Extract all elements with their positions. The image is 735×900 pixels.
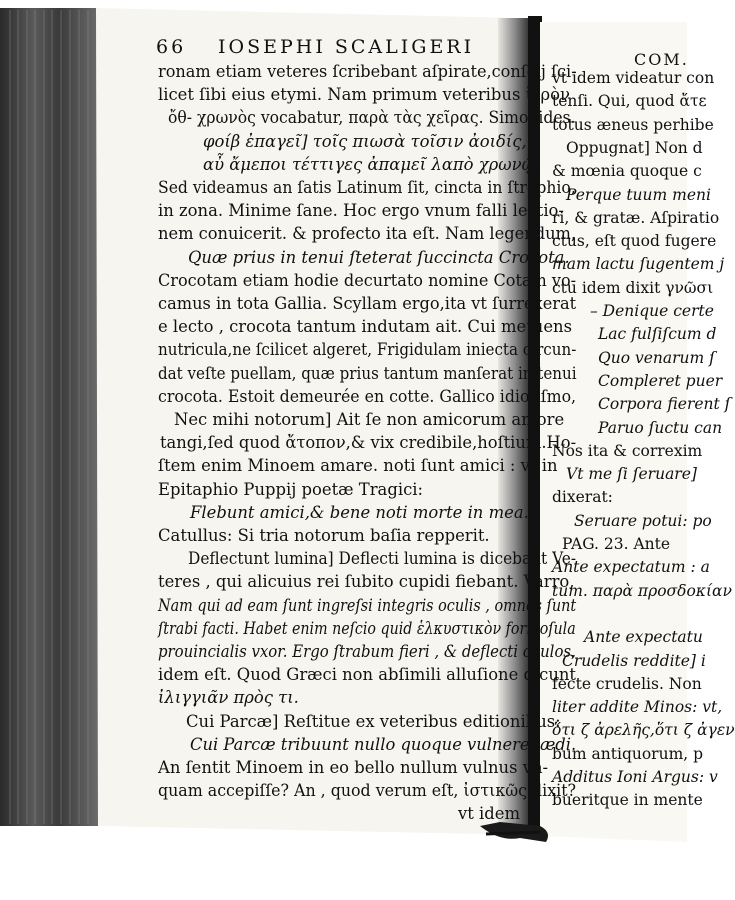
text-line: idem eſt. Quod Græci non abſimili alluſione dicunt (158, 665, 576, 685)
left-page (98, 6, 577, 831)
text-line: Cui Parcæ] Reſtitue ex veteribus editionibus: (186, 711, 561, 731)
text-line: ὅτι ζ ἀρελῆς,ὅτι ζ ἀγεν (552, 721, 735, 740)
text-line: ſtem enim Minoem amare. noti ſunt amici : vt in (158, 456, 558, 476)
text-line: Epitaphio Puppij poetæ Tragici: (158, 479, 424, 499)
text-line: Oppugnat] Non d (566, 138, 703, 157)
text-line: dixerat: (552, 488, 613, 507)
text-line: Lac fulſiſcum d (598, 325, 717, 344)
text-line: ſtrabi facti. Habet enim neſcio quid ἑλκυστικὸν formoſula (158, 618, 576, 638)
text-line: αὖ ἄμεποι τέττιγες ἀπαμεῖ λαπὸ χρωνῷ. (203, 154, 541, 174)
text-line: Compleret puer (598, 371, 723, 390)
text-line: Ante expectatum : a (552, 558, 710, 577)
text-line: mam lactu ſugentem j (552, 255, 725, 274)
text-line: Nam qui ad eam ſunt ingreſsi integris oculis , omnes ſunt (158, 595, 577, 615)
text-line: tenſi. Qui, quod ἄτε (552, 92, 707, 111)
text-line: Perque tuum meni (566, 185, 711, 204)
text-line: crocota. Estoit demeurée en cotte. Gallico idiotiſmo, (158, 386, 577, 406)
text-line: An ſentit Minoem in eo bello nullum vulnus vn- (158, 758, 549, 777)
text-line: ctus, eſt quod fugere (552, 232, 717, 251)
text-line: Corpora fierent ſ (598, 395, 731, 414)
text-line: totus æneus perhibe (552, 115, 714, 134)
text-line: camus in tota Gallia. Scyllam ergo,ita vt ſurrexerat (158, 294, 577, 313)
text-line: Additus Ioni Argus: v (552, 768, 718, 786)
text-line: tum. παρὰ προσδοκίαν (552, 581, 732, 600)
text-line: ὄθ- χρωνὸς vocabatur, παρὰ τὰς χεῖρας. Simonides. (168, 108, 576, 128)
text-line: Quo venarum ſ (598, 348, 715, 367)
text-line: Flebunt amici,& bene noti morte in mea. (190, 502, 529, 522)
text-line: Quæ prius in tenui ſteterat ſuccincta Crocota. (188, 247, 570, 267)
text-line: Nos ita & correxim (552, 441, 703, 460)
text-line: dat veſte puellam, quæ prius tantum manſerat in tenui (158, 363, 577, 383)
text-line: fecte crudelis. Non (552, 674, 702, 693)
text-line: prouincialis vxor. Ergo ſtrabum fieri , & deflecti oculos, (158, 642, 576, 661)
text-line: bueritque in mente (552, 791, 703, 810)
right-page (540, 14, 735, 834)
text-line: φοίβ ἐπαγεῖ] τοῖς πιωσὰ τοῖσιν ἀοιδίς, (203, 131, 527, 151)
text-line: Nec mihi notorum] Ait ſe non amicorum amore (174, 410, 565, 429)
text-line: Crudelis reddite] i (562, 651, 706, 670)
text-line: Paruo ſuctu can (598, 418, 723, 437)
text-line: Sed videamus an ſatis Latinum ſit, cincta in ſtrophio, (158, 178, 576, 197)
page-edges-left (0, 8, 98, 826)
text-line: nutricula,ne ſcilicet algeret, Frigidulam iniecta circun- (158, 340, 577, 360)
text-line: PAG. 23. Ante (562, 535, 671, 553)
text-line: Seruare potui: po (574, 511, 712, 530)
text-line: e lecto , crocota tantum indutam ait. Cui metuens (158, 317, 573, 337)
text-line: vt idem (458, 804, 521, 824)
text-line: tangi,ſed quod ἄτοπον,& vix credibile,hoſtium.Ho- (160, 433, 577, 453)
text-line: licet ſibi eius etymi. Nam primum veteribus ἱερὸν (158, 85, 570, 105)
text-line: ri, & gratæ. Aſpiratio (552, 208, 720, 227)
text-line: in zona. Minime ſane. Hoc ergo vnum falli lectio- (158, 201, 564, 221)
text-line: Crocotam etiam hodie decurtato nomine Cotam vo- (158, 270, 577, 290)
page-number: 66 (156, 36, 187, 58)
text-line: & mœnia quoque c (552, 162, 702, 181)
running-head-title: IOSEPHI SCALIGERI (218, 36, 475, 58)
text-line: – Denique certe (590, 302, 714, 320)
text-line: vt idem videatur con (552, 69, 715, 87)
text-line: nem conuicerit. & profecto ita eſt. Nam legendum, (158, 224, 577, 244)
text-line: Deflectunt lumina] Deflecti lumina is dicebant Ve- (188, 549, 577, 569)
text-line: liter addite Minos: vt, (552, 698, 723, 717)
text-line: quam accepiſſe? An , quod verum eſt, ἰστικῶς dixit? (158, 781, 577, 801)
running-head-right: COM. (634, 50, 689, 69)
text-line: Cui Parcæ tribuunt nullo quoque vulnere lædi. (190, 734, 577, 754)
text-line: ronam etiam veteres ſcribebant aſpirate,conſcij ſci- (158, 62, 577, 81)
text-line: ἰλιγγιᾶν πρὸς τι. (158, 688, 299, 708)
text-line: bum antiquorum, p (552, 744, 704, 763)
text-line: ctu idem dixit γνῶσι (552, 278, 714, 297)
text-line: Vt me ſi ſeruare] (566, 465, 697, 484)
text-line: Ante expectatu (584, 628, 703, 647)
text-line: Catullus: Si tria notorum baſia repperit. (158, 526, 490, 545)
text-line: teres , qui alicuius rei ſubito cupidi fiebant. Varro, (158, 572, 575, 592)
